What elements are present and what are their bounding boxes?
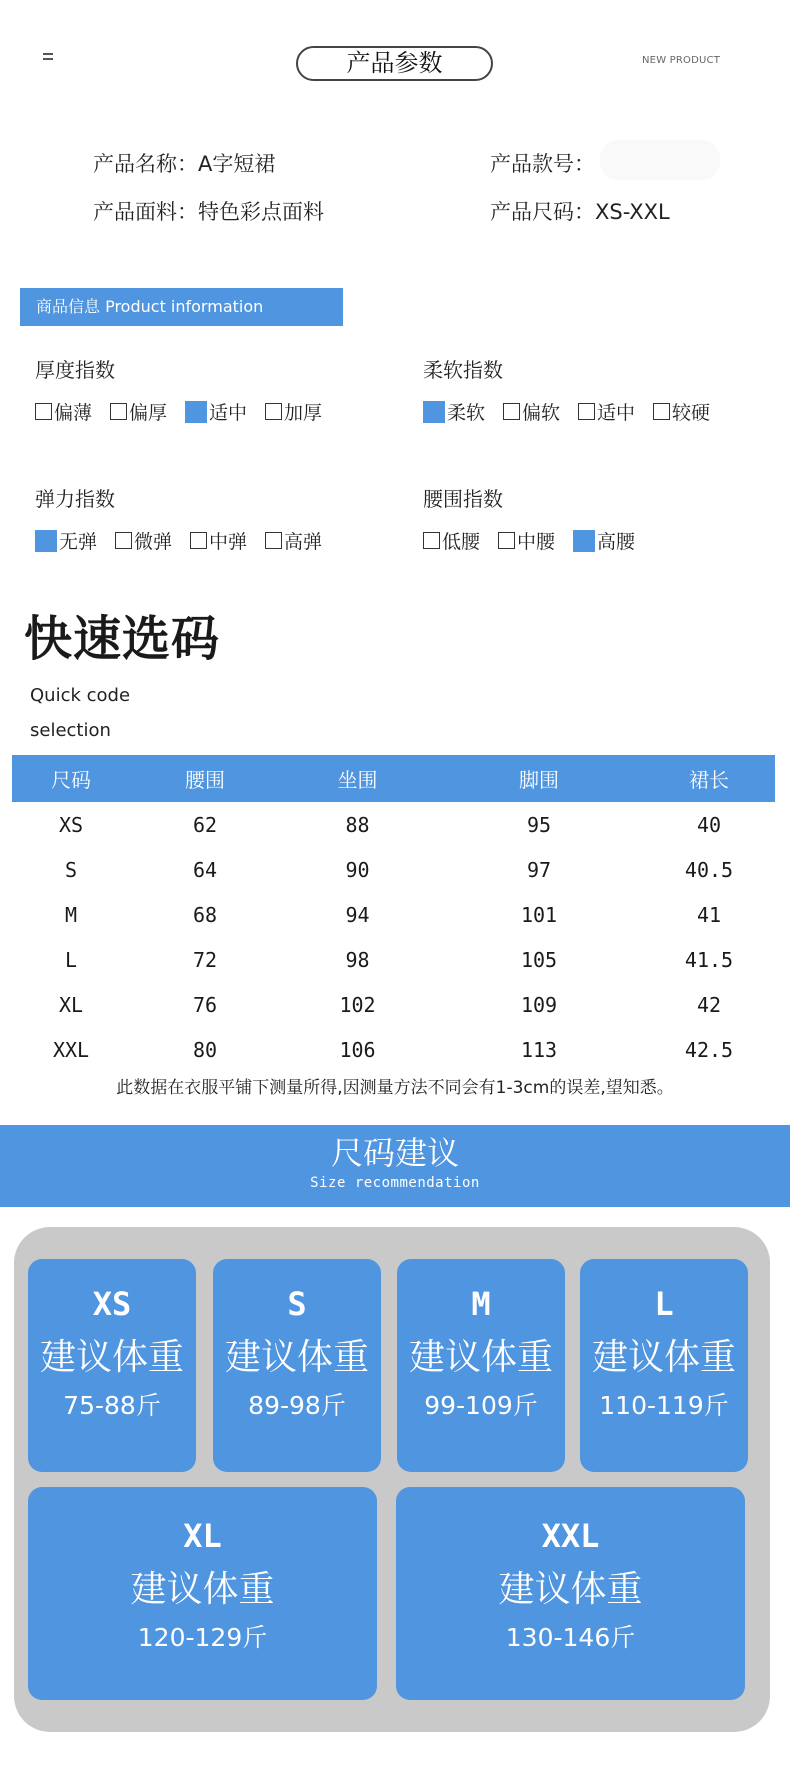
option-label: 适中 [209,402,248,424]
card-label: 建议体重 [591,1337,736,1378]
cell: 88 [345,812,370,837]
quick-code-subtitle: Quick code selection [30,685,131,741]
cell: 113 [520,1037,558,1062]
cell: 94 [345,902,370,927]
cell: 68 [192,902,218,927]
card-size: M [471,1285,491,1323]
option-soft[interactable] [423,398,485,425]
card-size: S [287,1285,307,1323]
option-label: 中弹 [209,531,248,553]
size-card-s [213,1259,381,1472]
cell: 80 [192,1037,218,1062]
checkbox[interactable] [115,532,132,549]
softness-options [423,398,728,425]
option-moderate[interactable] [578,398,635,425]
table-row [12,982,775,1027]
card-size: XS [92,1285,132,1323]
table-row [12,1027,775,1072]
card-label: 建议体重 [39,1337,184,1378]
checkbox-checked[interactable] [423,401,445,423]
checkbox[interactable] [190,532,207,549]
option-slight-stretch[interactable] [115,527,172,554]
cell: 109 [520,992,558,1017]
size-card-l [580,1259,748,1472]
header-size: 尺码 [12,755,130,802]
cell: 40.5 [684,857,734,882]
option-label: 适中 [597,402,636,424]
option-label: 偏厚 [129,402,168,424]
spec-model: 产品款号： [490,152,595,176]
recommendation-title: 尺码建议 [330,1134,459,1172]
header-length: 裙长 [643,755,775,802]
size-card-xl [28,1487,377,1700]
card-label: 建议体重 [224,1337,369,1378]
cell: L [64,947,78,972]
card-weight: 120-129斤 [137,1623,268,1652]
size-card-m [397,1259,565,1472]
cell: 98 [345,947,370,972]
cell: 64 [192,857,218,882]
elasticity-title: 弹力指数 [35,487,115,511]
cell: 42 [696,992,722,1017]
card-weight: 110-119斤 [599,1391,729,1420]
thickness-title: 厚度指数 [35,358,115,382]
header-hip: 坐围 [280,755,435,802]
menu-icon[interactable] [43,53,55,62]
elasticity-options [35,527,340,554]
option-label: 柔软 [447,402,486,424]
option-extra-thick[interactable] [265,398,322,425]
card-label: 建议体重 [130,1569,275,1610]
thickness-options [35,398,340,425]
option-low-waist[interactable] [423,527,480,554]
card-size: L [654,1285,674,1323]
option-label: 微弹 [134,531,173,553]
option-thin[interactable] [35,398,92,425]
checkbox[interactable] [653,403,670,420]
waist-title: 腰围指数 [423,487,503,511]
cell: 76 [192,992,218,1017]
table-row [12,937,775,982]
size-card-xs [28,1259,196,1472]
option-softish[interactable] [503,398,560,425]
checkbox[interactable] [265,532,282,549]
option-no-stretch[interactable] [35,527,97,554]
product-info-banner: 商品信息 Product information [20,288,343,326]
table-header-row [12,755,775,802]
softness-title: 柔软指数 [423,358,503,382]
option-label: 中腰 [517,531,556,553]
cell: 41 [696,902,722,927]
option-high-waist[interactable] [573,527,635,554]
checkbox-checked[interactable] [35,530,57,552]
option-label: 高弹 [284,531,323,553]
option-label: 偏软 [522,402,561,424]
card-weight: 89-98斤 [248,1391,346,1420]
cell: S [64,857,78,882]
size-card-xxl [396,1487,745,1700]
recommendation-subtitle: Size recommendation [310,1175,480,1191]
checkbox[interactable] [110,403,127,420]
spec-name: 产品名称：A字短裙 [93,152,276,176]
option-medium[interactable] [185,398,247,425]
option-label: 较硬 [672,402,711,424]
card-weight: 75-88斤 [63,1391,161,1420]
cell: XL [58,992,84,1017]
checkbox[interactable] [578,403,595,420]
cell: 40 [696,812,722,837]
checkbox[interactable] [265,403,282,420]
table-row [12,892,775,937]
option-label: 低腰 [442,531,481,553]
option-label: 无弹 [59,531,98,553]
quick-code-title: 快速选码 [24,611,221,667]
table-row [12,847,775,892]
cell: M [64,902,78,927]
option-medium-stretch[interactable] [190,527,247,554]
checkbox[interactable] [503,403,520,420]
checkbox-checked[interactable] [573,530,595,552]
cell: 41.5 [684,947,734,972]
option-label: 加厚 [284,402,323,424]
card-label: 建议体重 [408,1337,553,1378]
card-weight: 130-146斤 [505,1623,636,1652]
cell: 72 [192,947,218,972]
new-product-tag: NEW PRODUCT [642,55,721,66]
option-label: 高腰 [597,531,636,553]
size-table [12,755,775,1072]
waist-options [423,527,653,554]
cell: 90 [345,857,370,882]
table-row [12,802,775,847]
card-label: 建议体重 [498,1569,643,1610]
option-stiff[interactable] [653,398,710,425]
cell: XS [58,812,84,837]
card-size: XL [183,1517,222,1555]
spec-fabric: 产品面料：特色彩点面料 [93,200,324,224]
model-blank [600,140,720,180]
checkbox[interactable] [423,532,440,549]
measurement-note: 此数据在衣服平铺下测量所得,因测量方法不同会有1-3cm的误差,望知悉。 [116,1078,674,1098]
header-hem: 脚围 [435,755,643,802]
option-thick[interactable] [110,398,167,425]
cell: 95 [526,812,552,837]
option-label: 偏薄 [54,402,93,424]
cell: 62 [192,812,218,837]
cell: 101 [520,902,558,927]
option-high-stretch[interactable] [265,527,322,554]
cell: 42.5 [684,1037,734,1062]
option-mid-waist[interactable] [498,527,555,554]
checkbox[interactable] [35,403,52,420]
cell: 102 [339,992,376,1017]
checkbox-checked[interactable] [185,401,207,423]
card-weight: 99-109斤 [424,1391,538,1420]
recommendation-banner [0,1125,790,1207]
header-waist: 腰围 [130,755,280,802]
page-title: 产品参数 [296,46,493,81]
cell: XXL [52,1037,90,1062]
spec-size: 产品尺码：XS-XXL [490,200,670,224]
cell: 97 [526,857,552,882]
cell: 105 [520,947,558,972]
cell: 106 [339,1037,376,1062]
checkbox[interactable] [498,532,515,549]
card-size: XXL [541,1517,600,1555]
